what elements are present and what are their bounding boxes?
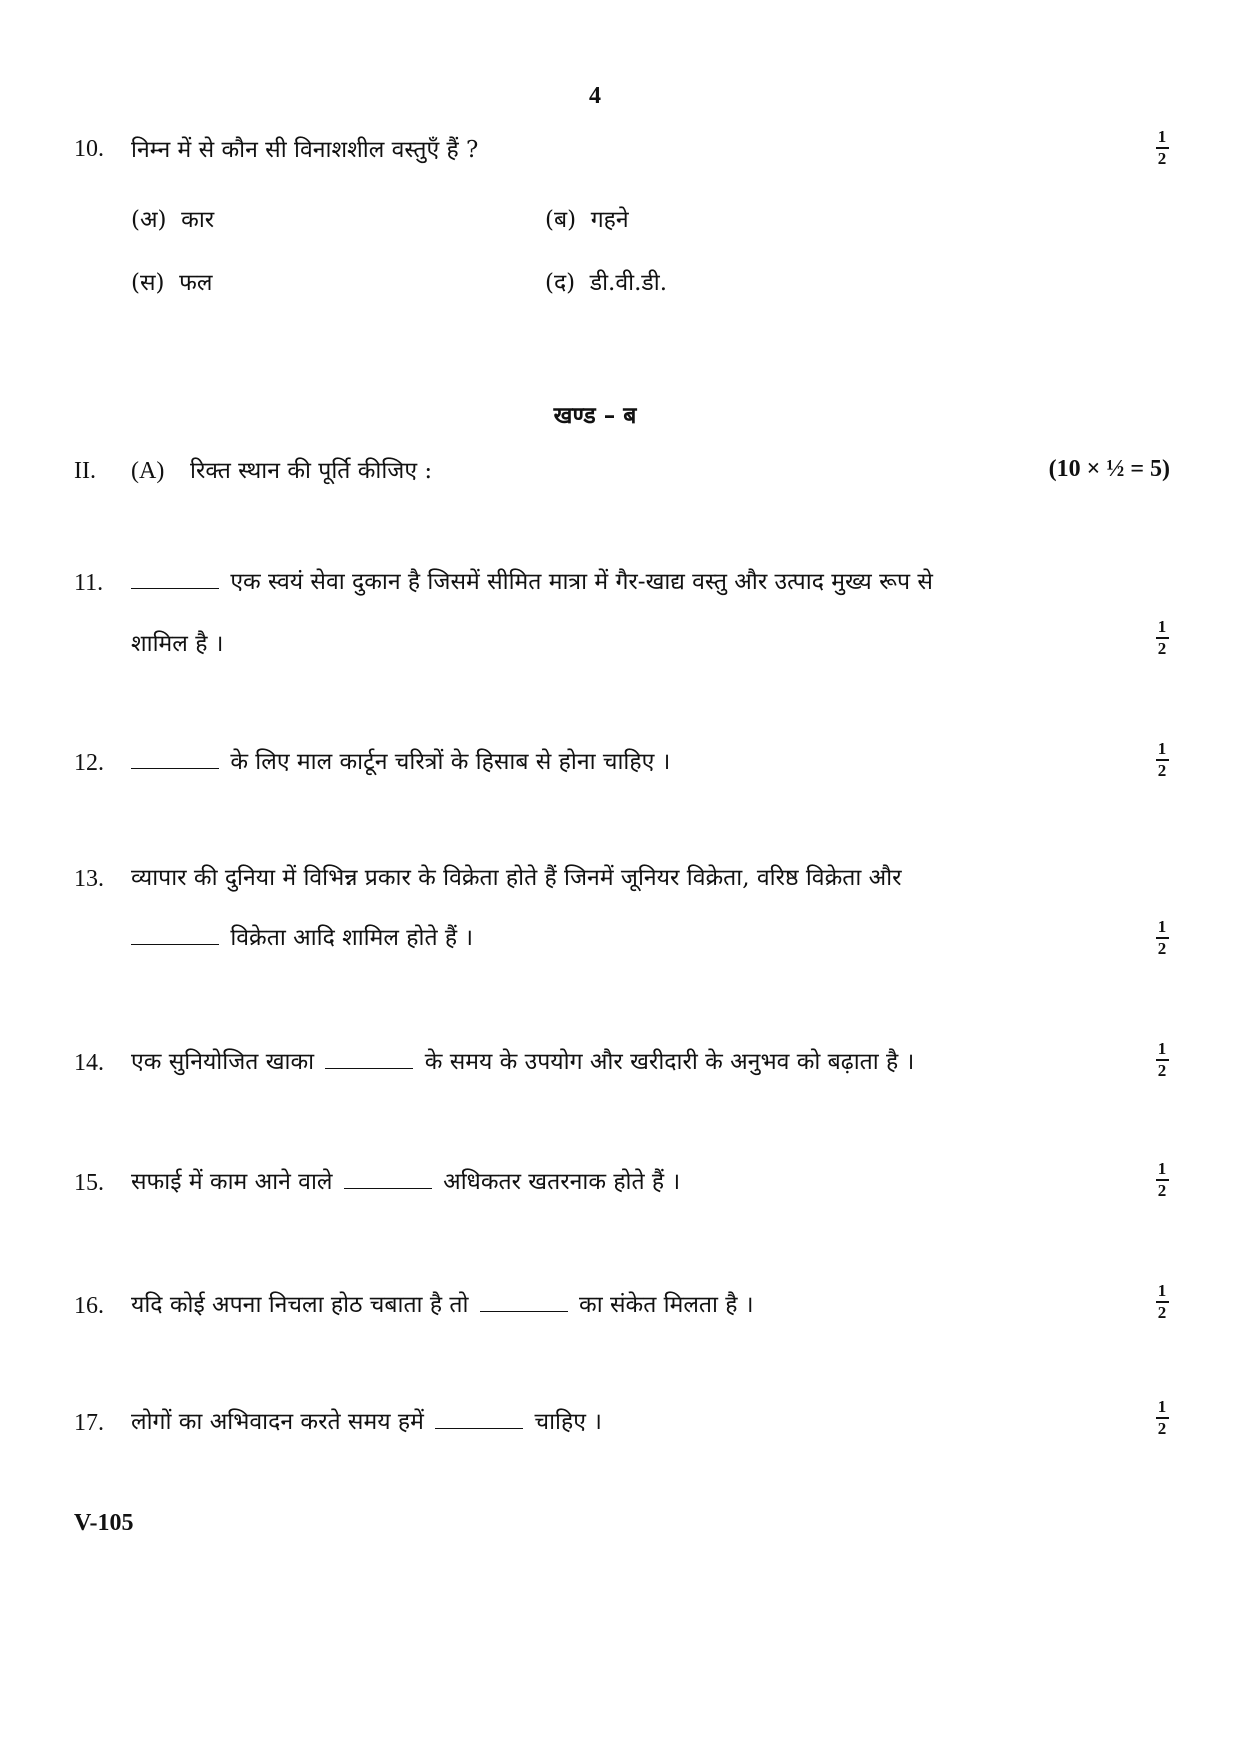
q12-text: के लिए माल कार्टून चरित्रों के हिसाब से होना चाहिए । — [230, 749, 671, 775]
q13-text: विक्रेता आदि शामिल होते हैं । — [230, 925, 474, 951]
marks-denominator: 2 — [1157, 938, 1167, 958]
answer-blank — [131, 767, 219, 769]
option-label: (द) — [545, 270, 576, 296]
q13-line1: व्यापार की दुनिया में विभिन्न प्रकार के विक्रेता होते हैं जिनमें जूनियर विक्रेता, वरिष्ठ विक्रेता और — [131, 865, 902, 891]
marks-numerator: 1 — [1157, 1397, 1167, 1416]
q10-number: 10. — [74, 136, 104, 162]
marks-numerator: 1 — [1157, 1281, 1167, 1300]
marks-numerator: 1 — [1157, 739, 1167, 758]
q16-line — [131, 1289, 754, 1321]
marks-denominator: 2 — [1157, 148, 1167, 168]
option-text: डी.वी.डी. — [589, 270, 667, 296]
q12-marks — [1150, 740, 1174, 780]
answer-blank — [131, 943, 219, 945]
footer-code: V-105 — [74, 1510, 134, 1536]
marks-denominator: 2 — [1157, 760, 1167, 780]
q15-text-before: सफाई में काम आने वाले — [131, 1169, 333, 1195]
section-part-label: (A) — [131, 458, 165, 484]
section-marks-total: (10 × ½ = 5) — [1048, 456, 1170, 482]
q14-line — [131, 1046, 914, 1078]
marks-numerator: 1 — [1157, 917, 1167, 936]
q14-text-before: एक सुनियोजित खाका — [131, 1049, 315, 1075]
q11-text: एक स्वयं सेवा दुकान है जिसमें सीमित मात्रा में गैर-खाद्य वस्तु और उत्पाद मुख्य रूप से — [230, 569, 933, 595]
q17-number: 17. — [74, 1410, 104, 1436]
q15-line — [131, 1166, 680, 1198]
marks-numerator: 1 — [1157, 1159, 1167, 1178]
q14-marks — [1150, 1040, 1174, 1080]
q12-number: 12. — [74, 750, 104, 776]
q17-marks — [1150, 1398, 1174, 1438]
marks-denominator: 2 — [1157, 1180, 1167, 1200]
q10-option-b — [545, 202, 629, 234]
answer-blank — [325, 1067, 413, 1069]
answer-blank — [131, 587, 219, 589]
q13-marks — [1150, 918, 1174, 958]
q16-marks — [1150, 1282, 1174, 1322]
option-text: फल — [179, 270, 213, 296]
q12-line — [131, 746, 670, 778]
marks-numerator: 1 — [1157, 617, 1167, 636]
page-number: 4 — [589, 83, 601, 109]
answer-blank — [435, 1427, 523, 1429]
marks-denominator: 2 — [1157, 1302, 1167, 1322]
option-label: (अ) — [131, 207, 167, 233]
option-label: (स) — [131, 270, 165, 296]
q11-line2: शामिल है । — [131, 631, 224, 657]
q10-option-d — [545, 265, 667, 297]
q10-marks — [1150, 128, 1174, 168]
q17-text-before: लोगों का अभिवादन करते समय हमें — [131, 1409, 424, 1435]
q16-text-after: का संकेत मिलता है । — [579, 1292, 754, 1318]
answer-blank — [480, 1310, 568, 1312]
q14-number: 14. — [74, 1050, 104, 1076]
q16-text-before: यदि कोई अपना निचला होठ चबाता है तो — [131, 1292, 469, 1318]
q10-text: निम्न में से कौन सी विनाशशील वस्तुएँ हैं ? — [131, 137, 479, 163]
q13-number: 13. — [74, 866, 104, 892]
q16-number: 16. — [74, 1293, 104, 1319]
section-roman-number: II. — [74, 458, 96, 484]
option-label: (ब) — [545, 207, 577, 233]
q15-text-after: अधिकतर खतरनाक होते हैं । — [443, 1169, 681, 1195]
answer-blank — [344, 1187, 432, 1189]
q15-marks — [1150, 1160, 1174, 1200]
q15-number: 15. — [74, 1170, 104, 1196]
q13-line2 — [131, 922, 473, 954]
option-text: कार — [181, 207, 215, 233]
q10-option-a — [131, 202, 214, 234]
q17-line — [131, 1406, 602, 1438]
section-title: खण्ड – ब — [553, 402, 637, 429]
q10-option-c — [131, 265, 212, 297]
marks-denominator: 2 — [1157, 1418, 1167, 1438]
marks-numerator: 1 — [1157, 1039, 1167, 1058]
q14-text-after: के समय के उपयोग और खरीदारी के अनुभव को बढ़ाता है । — [424, 1049, 915, 1075]
q11-marks — [1150, 618, 1174, 658]
q17-text-after: चाहिए । — [534, 1409, 602, 1435]
q11-line1 — [131, 566, 1061, 598]
option-text: गहने — [590, 207, 629, 233]
marks-denominator: 2 — [1157, 638, 1167, 658]
section-instruction: रिक्त स्थान की पूर्ति कीजिए : — [190, 458, 433, 484]
marks-denominator: 2 — [1157, 1060, 1167, 1080]
marks-numerator: 1 — [1157, 127, 1167, 146]
q11-number: 11. — [74, 570, 104, 596]
